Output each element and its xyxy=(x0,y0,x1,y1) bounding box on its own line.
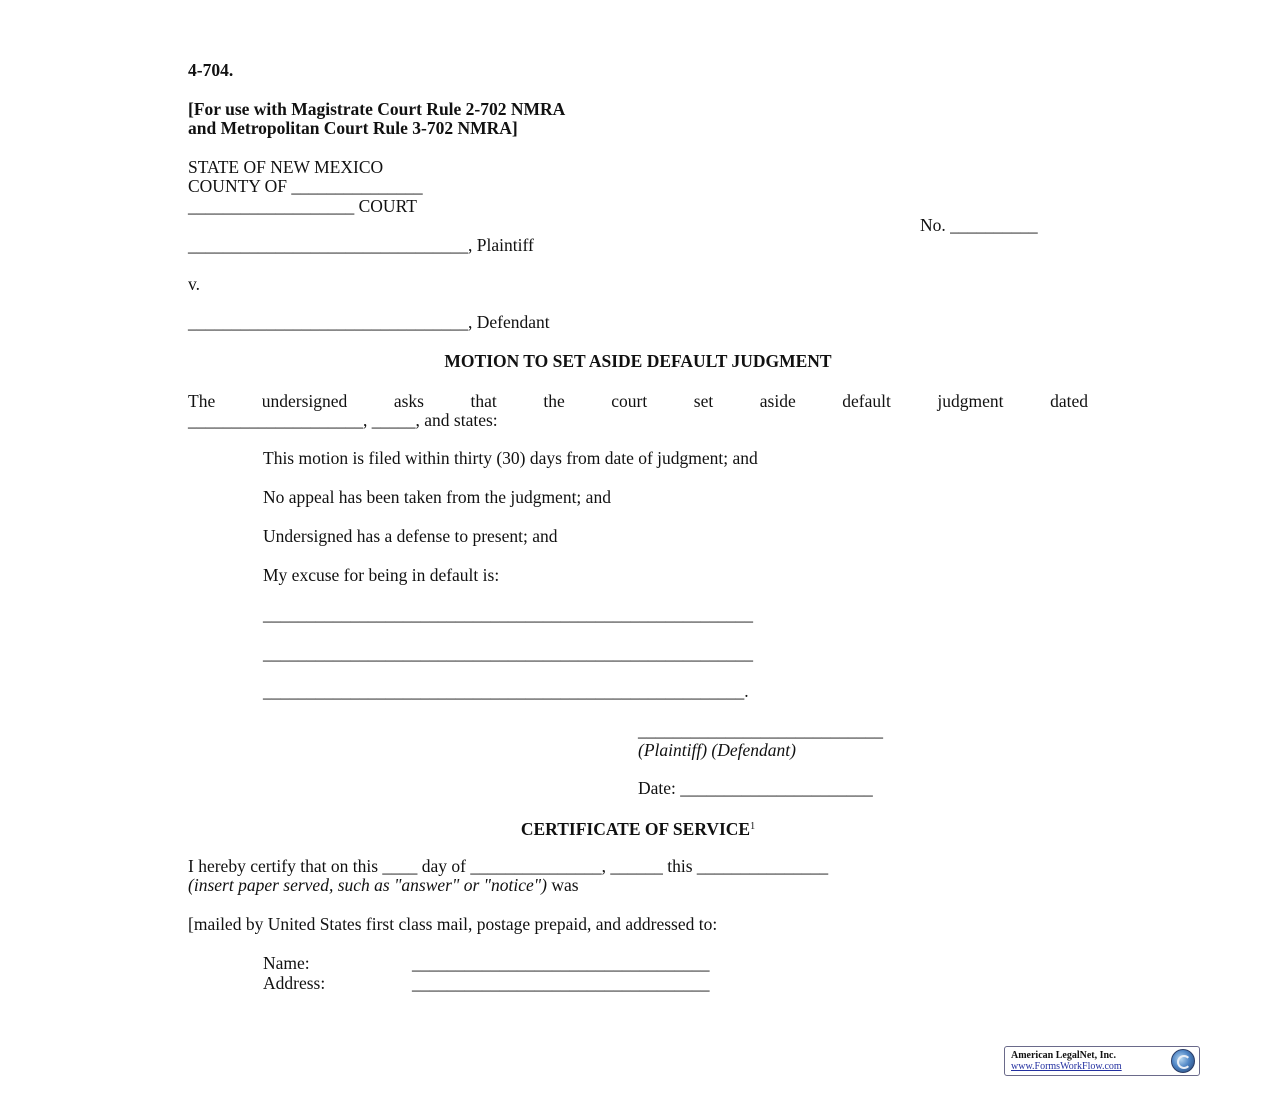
excuse-line[interactable]: ________________________________________________________ xyxy=(263,643,753,663)
excuse-line[interactable]: _______________________________________________________. xyxy=(263,681,749,701)
court-field[interactable]: ___________________ COURT xyxy=(188,196,417,216)
globe-icon xyxy=(1171,1049,1195,1073)
excuse-line[interactable]: ________________________________________________________ xyxy=(263,604,753,624)
address-label: Address: xyxy=(263,973,326,993)
mailed-statement: [mailed by United States first class mail, postage prepaid, and addressed to: xyxy=(188,914,718,934)
state-name: STATE OF NEW MEXICO xyxy=(188,157,384,177)
judgment-date-field[interactable]: ____________________, _____, and states: xyxy=(188,410,498,430)
form-number: 4-704. xyxy=(188,60,234,80)
certify-line[interactable]: I hereby certify that on this ____ day of _______________, ______ this _______________ xyxy=(188,856,829,876)
versus-label: v. xyxy=(188,274,200,294)
statement-item: No appeal has been taken from the judgment; and xyxy=(263,487,611,507)
badge-url-link[interactable]: www.FormsWorkFlow.com xyxy=(1011,1061,1122,1072)
statement-item: This motion is filed within thirty (30) days from date of judgment; and xyxy=(263,448,758,468)
address-field[interactable]: __________________________________ xyxy=(412,973,710,993)
case-number-field[interactable]: No. __________ xyxy=(920,215,1038,235)
rule-note-line1: [For use with Magistrate Court Rule 2-702 NMRA xyxy=(188,99,566,119)
name-label: Name: xyxy=(263,953,310,973)
certificate-title-text: CERTIFICATE OF SERVICE xyxy=(520,819,751,839)
plaintiff-field[interactable]: ________________________________, Plaintiff xyxy=(188,235,534,255)
certificate-title xyxy=(188,817,1088,839)
served-paper-line xyxy=(188,875,579,895)
statement-item: Undersigned has a defense to present; and xyxy=(263,526,558,546)
footnote-mark: 1 xyxy=(750,821,756,832)
name-field[interactable]: __________________________________ xyxy=(412,953,710,973)
county-field[interactable]: COUNTY OF _______________ xyxy=(188,176,423,196)
signature-label: (Plaintiff) (Defendant) xyxy=(638,740,796,760)
intro-line1: The undersigned asks that the court set aside default judgment dated xyxy=(188,391,1088,411)
served-paper-rest: was xyxy=(546,875,579,895)
rule-note-line2: and Metropolitan Court Rule 3-702 NMRA] xyxy=(188,118,518,138)
defendant-field[interactable]: ________________________________, Defendant xyxy=(188,312,550,332)
served-paper-hint: (insert paper served, such as "answer" or "notice") xyxy=(188,875,547,895)
legalnet-badge[interactable] xyxy=(1004,1046,1200,1076)
badge-company: American LegalNet, Inc. xyxy=(1011,1050,1116,1061)
motion-title: MOTION TO SET ASIDE DEFAULT JUDGMENT xyxy=(444,351,832,371)
statement-item: My excuse for being in default is: xyxy=(263,565,500,585)
date-field[interactable]: Date: ______________________ xyxy=(638,778,873,798)
signature-line[interactable]: ____________________________ xyxy=(638,720,883,740)
